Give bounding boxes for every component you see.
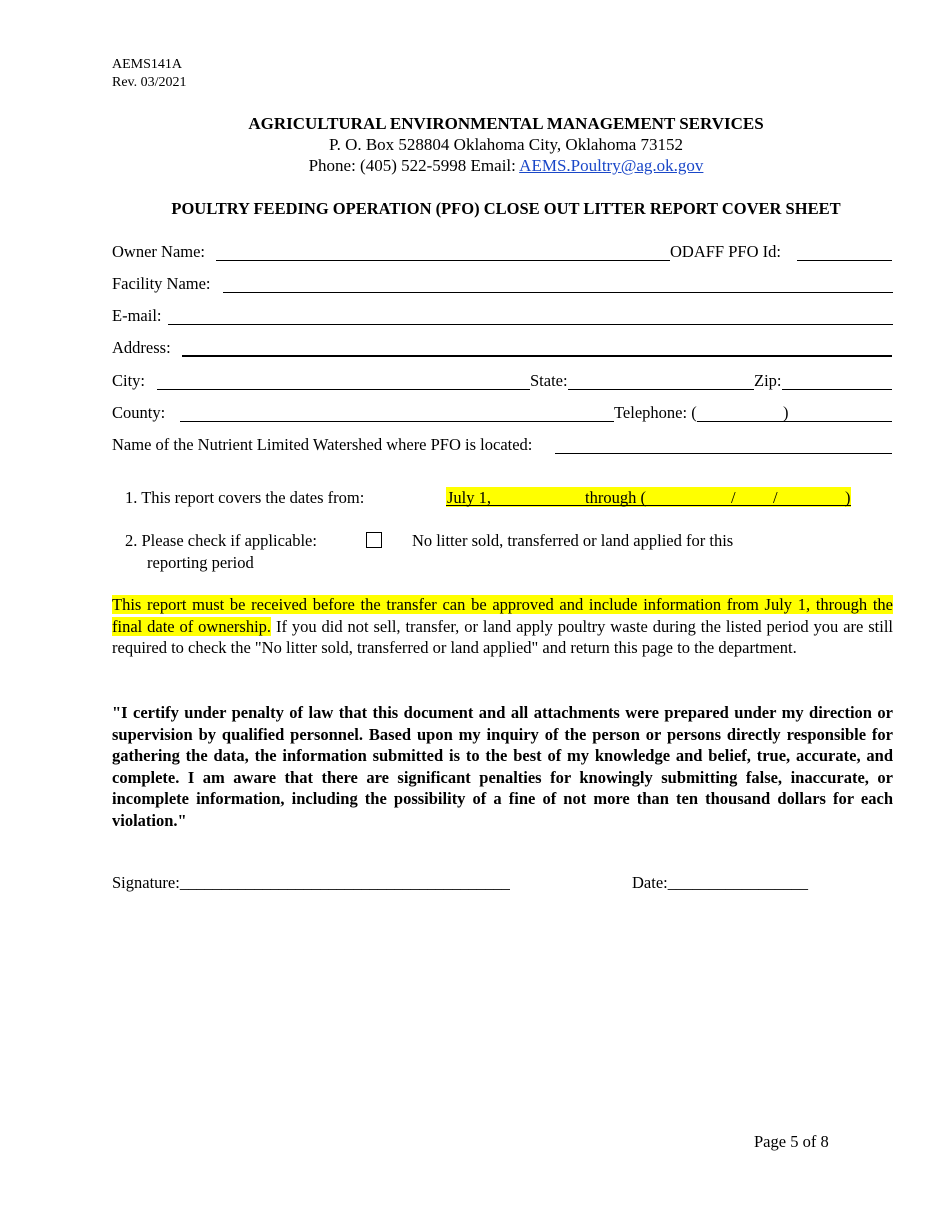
state-label: State: — [530, 371, 568, 390]
pfo-id-label: ODAFF PFO Id: — [670, 242, 781, 261]
address-label: Address: — [112, 338, 171, 357]
page-number: Page 5 of 8 — [754, 1132, 829, 1151]
city-label: City: — [112, 371, 146, 390]
zip-label: Zip: — [754, 371, 782, 390]
email-label: E-mail: — [112, 306, 162, 325]
no-litter-option-label: No litter sold, transferred or land applied for this — [412, 531, 734, 550]
agency-header — [0, 113, 950, 176]
item-applicable-label: 2. Please check if applicable: — [125, 531, 317, 550]
notice-rest: If you did not sell, transfer, or land apply poultry waste during the listed period you are still required to check the "No litter sold, transferred or land applied" and return this page to the department. — [112, 616, 894, 657]
notice-highlighted: This report must be received before the transfer can be approved and include information from July 1, through the final date of ownership. — [112, 595, 893, 636]
agency-contact — [0, 155, 950, 176]
pfo-id-field[interactable] — [797, 260, 892, 261]
phone-label: Phone: (405) 522-5998 Email: — [308, 156, 520, 175]
date-through-label: through ( — [585, 488, 646, 507]
telephone-label: Telephone: ( — [614, 403, 697, 422]
date-close-paren: ) — [845, 488, 851, 507]
county-label: County: — [112, 403, 166, 422]
date-through-input[interactable] — [658, 487, 842, 507]
form-code — [112, 56, 187, 92]
date-field[interactable]: Date:_________________ — [632, 873, 808, 892]
telephone-close-paren: ) — [783, 403, 789, 422]
watershed-label: Name of the Nutrient Limited Watershed where PFO is located: — [112, 435, 533, 454]
facility-name-label: Facility Name: — [112, 274, 211, 293]
city-state-zip-field[interactable] — [157, 389, 892, 390]
owner-name-field[interactable] — [216, 260, 670, 261]
facility-name-field[interactable] — [223, 292, 893, 293]
date-slash-2: / — [773, 488, 778, 507]
no-litter-option-label-cont: reporting period — [147, 553, 254, 572]
form-number: AEMS141A — [112, 57, 183, 72]
owner-name-label: Owner Name: — [112, 242, 206, 261]
watershed-field[interactable] — [555, 453, 892, 454]
date-slash-1: / — [731, 488, 736, 507]
address-field[interactable] — [182, 355, 892, 357]
form-revision: Rev. 03/2021 — [112, 75, 187, 90]
agency-name: AGRICULTURAL ENVIRONMENTAL MANAGEMENT SERVICES — [248, 114, 764, 133]
email-field[interactable] — [168, 324, 893, 325]
email-link[interactable]: AEMS.Poultry@ag.ok.gov — [519, 156, 704, 175]
page-title: POULTRY FEEDING OPERATION (PFO) CLOSE OUT LITTER REPORT COVER SHEET — [171, 199, 841, 218]
no-litter-checkbox[interactable] — [366, 532, 382, 548]
certification-statement: "I certify under penalty of law that this document and all attachments were prepared under my direction or supervision by qualified personnel. Based upon my inquiry of the person or persons directly responsible for gathering the data, the information submitted is to the best of my knowledge and belief, true, accurate, and complete. I am aware that there are significant penalties for knowingly submitting false, inaccurate, or incomplete information, including the possibility of a fine of not more than ten thousand dollars for each violation." — [112, 703, 893, 830]
signature-field[interactable]: Signature:________________________________________ — [112, 873, 510, 892]
agency-address: P. O. Box 528804 Oklahoma City, Oklahoma 73152 — [329, 135, 683, 154]
item-dates-label: 1. This report covers the dates from: — [125, 488, 365, 507]
notice-paragraph — [112, 594, 893, 659]
date-from: July 1, — [447, 488, 492, 507]
